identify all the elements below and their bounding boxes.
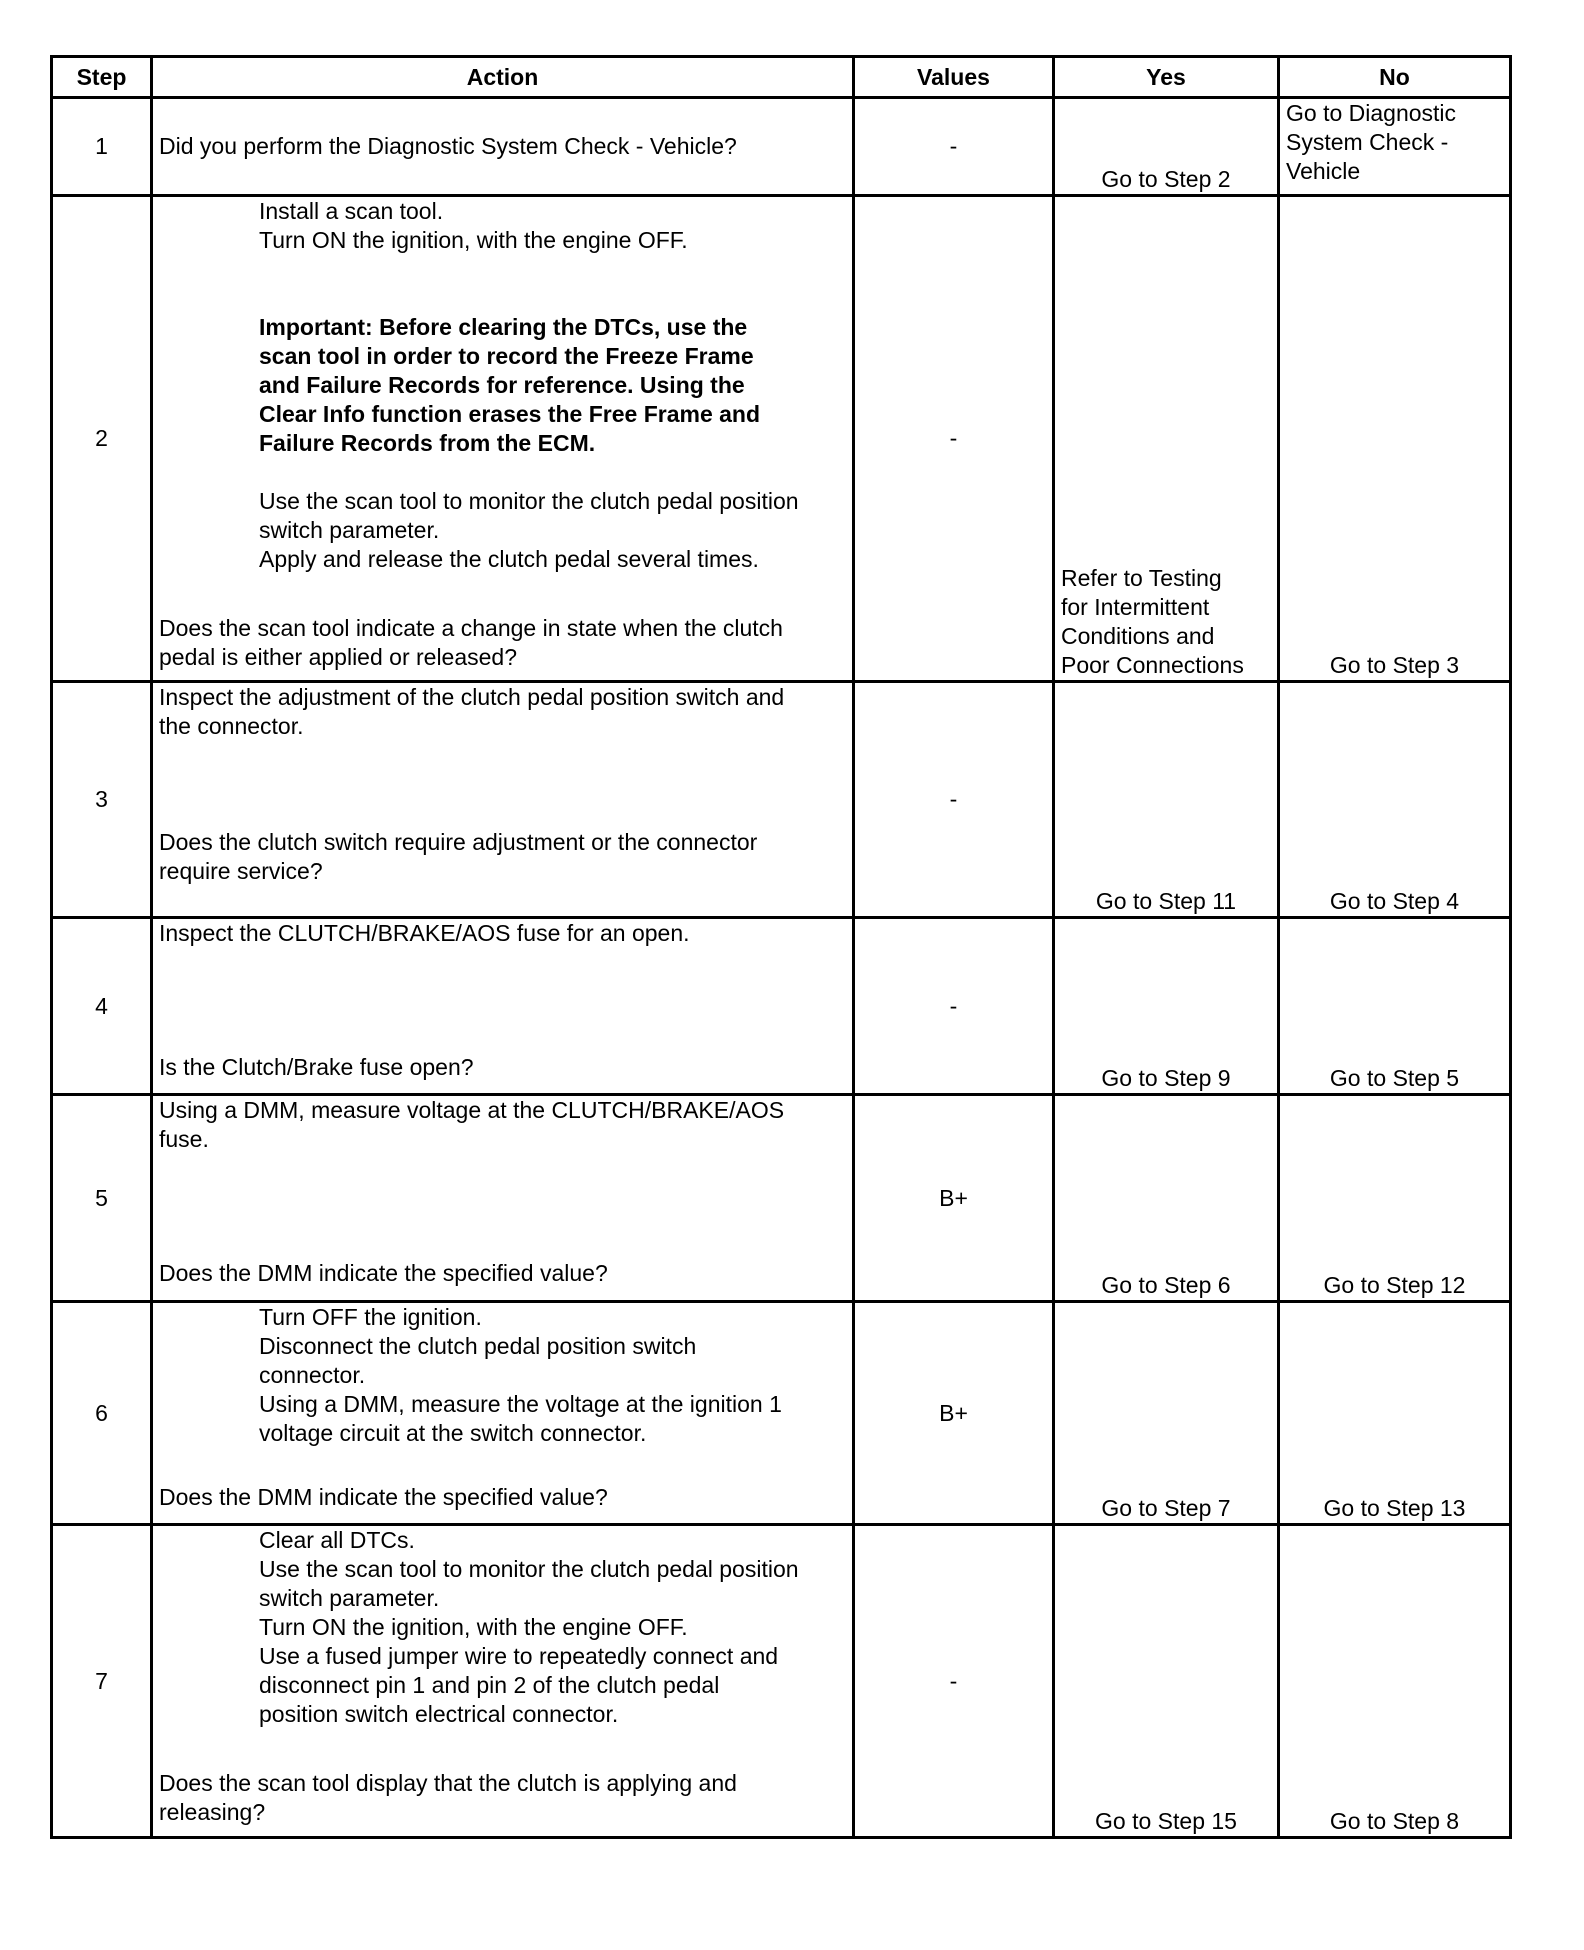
action-line: Install a scan tool.	[259, 198, 444, 224]
action-cell	[152, 98, 854, 196]
value-cell: -	[854, 682, 1054, 918]
action-line: Using a DMM, measure voltage at the CLUTCH/BRAKE/AOS	[159, 1097, 785, 1123]
action-line: Did you perform the Diagnostic System Check - Vehicle?	[159, 133, 737, 159]
table-row	[52, 98, 1511, 196]
action-line: Using a DMM, measure the voltage at the ignition 1	[259, 1391, 782, 1417]
value-cell: B+	[854, 1302, 1054, 1525]
yes-line: for Intermittent	[1061, 594, 1210, 620]
action-line: Apply and release the clutch pedal several times.	[259, 546, 759, 572]
table-row	[52, 918, 1511, 1095]
no-cell: Go to Step 13	[1279, 1302, 1511, 1525]
yes-cell: Go to Step 6	[1054, 1095, 1279, 1302]
action-line: voltage circuit at the switch connector.	[259, 1420, 647, 1446]
action-question: Is the Clutch/Brake fuse open?	[159, 1054, 474, 1080]
action-question: Does the DMM indicate the specified value?	[159, 1260, 608, 1286]
table-row	[52, 196, 1511, 682]
action-line: position switch electrical connector.	[259, 1701, 619, 1727]
action-line: fuse.	[159, 1126, 209, 1152]
yes-cell: Go to Step 2	[1054, 98, 1279, 196]
important-note: and Failure Records for reference. Using the	[259, 372, 745, 398]
important-note: scan tool in order to record the Freeze Frame	[259, 343, 754, 369]
yes-cell: Go to Step 11	[1054, 682, 1279, 918]
step-number: 7	[52, 1525, 152, 1838]
action-cell	[152, 1525, 854, 1838]
important-note: Clear Info function erases the Free Frame and	[259, 401, 761, 427]
no-cell: Go to Step 12	[1279, 1095, 1511, 1302]
action-line: Turn ON the ignition, with the engine OFF.	[259, 227, 688, 253]
yes-cell: Go to Step 15	[1054, 1525, 1279, 1838]
yes-line: Conditions and	[1061, 623, 1215, 649]
yes-cell: Go to Step 7	[1054, 1302, 1279, 1525]
action-question: Does the scan tool indicate a change in state when the clutch	[159, 615, 783, 641]
no-line: Go to Diagnostic	[1286, 100, 1457, 126]
value-cell: -	[854, 98, 1054, 196]
action-line: Turn OFF the ignition.	[259, 1304, 482, 1330]
action-question: releasing?	[159, 1799, 266, 1825]
action-question: Does the DMM indicate the specified value?	[159, 1484, 608, 1510]
step-number: 1	[52, 98, 152, 196]
step-number: 6	[52, 1302, 152, 1525]
action-line: Use a fused jumper wire to repeatedly connect and	[259, 1643, 779, 1669]
table-row	[52, 1525, 1511, 1838]
value-cell: B+	[854, 1095, 1054, 1302]
action-cell	[152, 918, 854, 1095]
header-no: No	[1279, 57, 1511, 98]
header-action: Action	[152, 57, 854, 98]
step-number: 3	[52, 682, 152, 918]
action-line: Turn ON the ignition, with the engine OFF.	[259, 1614, 688, 1640]
action-line: switch parameter.	[259, 517, 440, 543]
action-line: Clear all DTCs.	[259, 1527, 415, 1553]
no-cell: Go to Step 5	[1279, 918, 1511, 1095]
action-cell	[152, 1095, 854, 1302]
step-number: 4	[52, 918, 152, 1095]
table-row	[52, 1095, 1511, 1302]
action-line: Use the scan tool to monitor the clutch pedal position	[259, 1556, 799, 1582]
header-values: Values	[854, 57, 1054, 98]
action-cell	[152, 1302, 854, 1525]
yes-cell	[1054, 196, 1279, 682]
action-line: disconnect pin 1 and pin 2 of the clutch pedal	[259, 1672, 720, 1698]
no-line: System Check -	[1286, 129, 1449, 155]
value-cell: -	[854, 918, 1054, 1095]
no-cell: Go to Step 4	[1279, 682, 1511, 918]
action-line: connector.	[259, 1362, 366, 1388]
action-line: switch parameter.	[259, 1585, 440, 1611]
value-cell: -	[854, 1525, 1054, 1838]
action-line: the connector.	[159, 713, 304, 739]
yes-line: Refer to Testing	[1061, 565, 1222, 591]
action-question: pedal is either applied or released?	[159, 644, 518, 670]
action-cell	[152, 682, 854, 918]
important-note: Important: Before clearing the DTCs, use the	[259, 314, 748, 340]
action-line: Inspect the CLUTCH/BRAKE/AOS fuse for an open.	[159, 920, 690, 946]
action-cell	[152, 196, 854, 682]
step-number: 5	[52, 1095, 152, 1302]
header-step: Step	[52, 57, 152, 98]
header-row	[52, 57, 1511, 98]
yes-cell: Go to Step 9	[1054, 918, 1279, 1095]
step-number: 2	[52, 196, 152, 682]
table-row	[52, 1302, 1511, 1525]
no-cell	[1279, 98, 1511, 196]
no-line: Vehicle	[1286, 158, 1361, 184]
value-cell: -	[854, 196, 1054, 682]
action-line: Use the scan tool to monitor the clutch pedal position	[259, 488, 799, 514]
table-row	[52, 682, 1511, 918]
action-line: Inspect the adjustment of the clutch pedal position switch and	[159, 684, 785, 710]
action-question: require service?	[159, 858, 323, 884]
no-cell: Go to Step 3	[1279, 196, 1511, 682]
yes-line: Poor Connections	[1061, 652, 1244, 678]
action-question: Does the clutch switch require adjustment or the connector	[159, 829, 758, 855]
header-yes: Yes	[1054, 57, 1279, 98]
no-cell: Go to Step 8	[1279, 1525, 1511, 1838]
action-question: Does the scan tool display that the clutch is applying and	[159, 1770, 737, 1796]
important-note: Failure Records from the ECM.	[259, 430, 596, 456]
action-line: Disconnect the clutch pedal position switch	[259, 1333, 697, 1359]
diagnostic-table	[50, 55, 1512, 1839]
